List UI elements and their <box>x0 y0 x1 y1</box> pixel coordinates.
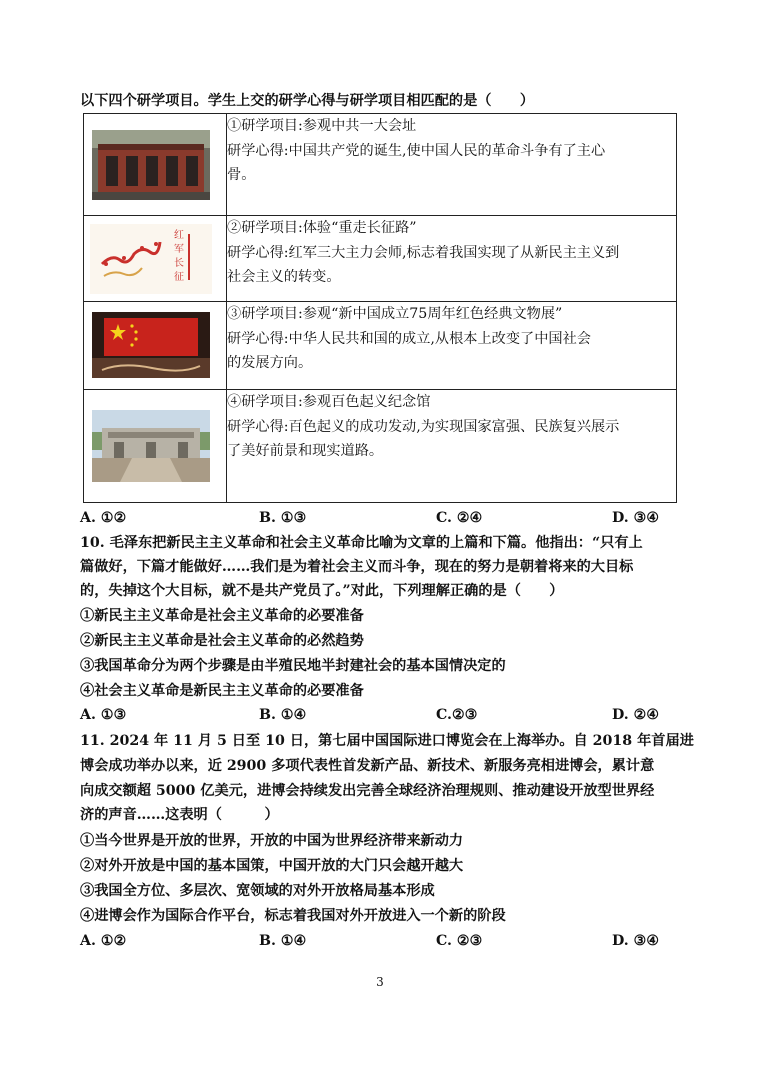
project-title: ①研学项目:参观中共一大会址 <box>227 118 417 134</box>
project-text-cell <box>227 302 677 390</box>
question-11-statement: ①当今世界是开放的世界，开放的中国为世界经济带来新动力 <box>80 833 464 849</box>
first-congress-site-photo <box>92 130 210 200</box>
question-10-statement: ①新民主主义革命是社会主义革命的必要准备 <box>80 608 364 624</box>
question-10-stem-line: 的，失掉这个大目标，就不是共产党员了。”对此，下列理解正确的是（ ） <box>80 583 564 599</box>
project-row <box>84 216 677 302</box>
page-number: 3 <box>376 975 384 989</box>
exhibition-photo <box>92 312 210 378</box>
project-image-cell <box>84 302 227 390</box>
option-b[interactable]: B. ①③ <box>259 510 307 526</box>
project-row <box>84 390 677 503</box>
map-caption-char: 征 <box>174 272 184 283</box>
option-c[interactable]: C. ②③ <box>436 933 483 949</box>
project-row <box>84 302 677 390</box>
map-caption-char: 军 <box>174 244 184 255</box>
baise-memorial-photo <box>92 410 210 482</box>
long-march-map-image <box>90 224 212 294</box>
option-c[interactable]: C.②③ <box>436 707 478 723</box>
project-table <box>83 113 677 503</box>
project-insight: 研学心得:中国共产党的诞生,使中国人民的革命斗争有了主心 <box>227 142 606 159</box>
question-11-stem-line: 11. 2024 年 11 月 5 日至 10 日，第七届中国国际进口博览会在上海举办。自 2018 年首届进 <box>80 733 694 749</box>
option-a[interactable]: A. ①② <box>80 933 127 949</box>
option-b[interactable]: B. ①④ <box>259 933 307 949</box>
question-9-stem: 以下四个研学项目。学生上交的研学心得与研学项目相匹配的是（ ） <box>80 93 535 109</box>
project-text-cell <box>227 216 677 302</box>
project-image-cell <box>84 114 227 216</box>
project-image-cell <box>84 390 227 503</box>
project-title: ③研学项目:参观“新中国成立75周年红色经典文物展” <box>227 306 563 322</box>
option-a[interactable]: A. ①② <box>80 510 127 526</box>
project-title: ④研学项目:参观百色起义纪念馆 <box>227 394 431 410</box>
project-text-cell <box>227 114 677 216</box>
map-caption-char: 红 <box>174 230 184 241</box>
question-11-stem-line: 济的声音……这表明（ ） <box>80 807 279 823</box>
question-11-stem-line: 博会成功举办以来，近 2900 多项代表性首发新产品、新技术、新服务亮相进博会，累计意 <box>80 758 655 774</box>
project-text-cell <box>227 390 677 503</box>
project-row <box>84 114 677 216</box>
option-c[interactable]: C. ②④ <box>436 510 483 526</box>
project-title: ②研学项目:体验“重走长征路” <box>227 220 417 236</box>
question-11-stem-line: 向成交额超 5000 亿美元，进博会持续发出完善全球经济治理规则、推动建设开放型世界经 <box>80 783 655 799</box>
question-10-statement: ③我国革命分为两个步骤是由半殖民地半封建社会的基本国情决定的 <box>80 658 506 674</box>
option-a[interactable]: A. ①③ <box>80 707 127 723</box>
option-d[interactable]: D. ③④ <box>612 510 660 526</box>
project-insight: 研学心得:红军三大主力会师,标志着我国实现了从新民主主义到 <box>227 244 620 261</box>
project-insight: 研学心得:百色起义的成功发动,为实现国家富强、民族复兴展示 <box>227 418 620 435</box>
project-insight-cont: 社会主义的转变。 <box>227 269 341 285</box>
question-10-stem-line: 篇做好，下篇才能做好……我们是为着社会主义而斗争，现在的努力是朝着将来的大目标 <box>80 559 634 575</box>
question-11-statement: ④进博会作为国际合作平台，标志着我国对外开放进入一个新的阶段 <box>80 908 506 924</box>
option-d[interactable]: D. ②④ <box>612 707 660 723</box>
map-caption-char: 长 <box>174 258 184 269</box>
question-11-statement: ②对外开放是中国的基本国策，中国开放的大门只会越开越大 <box>80 858 464 874</box>
project-insight-cont: 的发展方向。 <box>227 355 313 371</box>
question-10-statement: ④社会主义革命是新民主主义革命的必要准备 <box>80 683 364 699</box>
option-d[interactable]: D. ③④ <box>612 933 660 949</box>
project-image-cell <box>84 216 227 302</box>
question-10-stem-line: 10. 毛泽东把新民主主义革命和社会主义革命比喻为文章的上篇和下篇。他指出：“只有上 <box>80 535 643 551</box>
option-b[interactable]: B. ①④ <box>259 707 307 723</box>
project-insight-cont: 了美好前景和现实道路。 <box>227 443 384 459</box>
project-insight-cont: 骨。 <box>227 167 256 183</box>
question-11-statement: ③我国全方位、多层次、宽领域的对外开放格局基本形成 <box>80 883 435 899</box>
project-insight: 研学心得:中华人民共和国的成立,从根本上改变了中国社会 <box>227 330 591 347</box>
question-10-statement: ②新民主主义革命是社会主义革命的必然趋势 <box>80 633 364 649</box>
